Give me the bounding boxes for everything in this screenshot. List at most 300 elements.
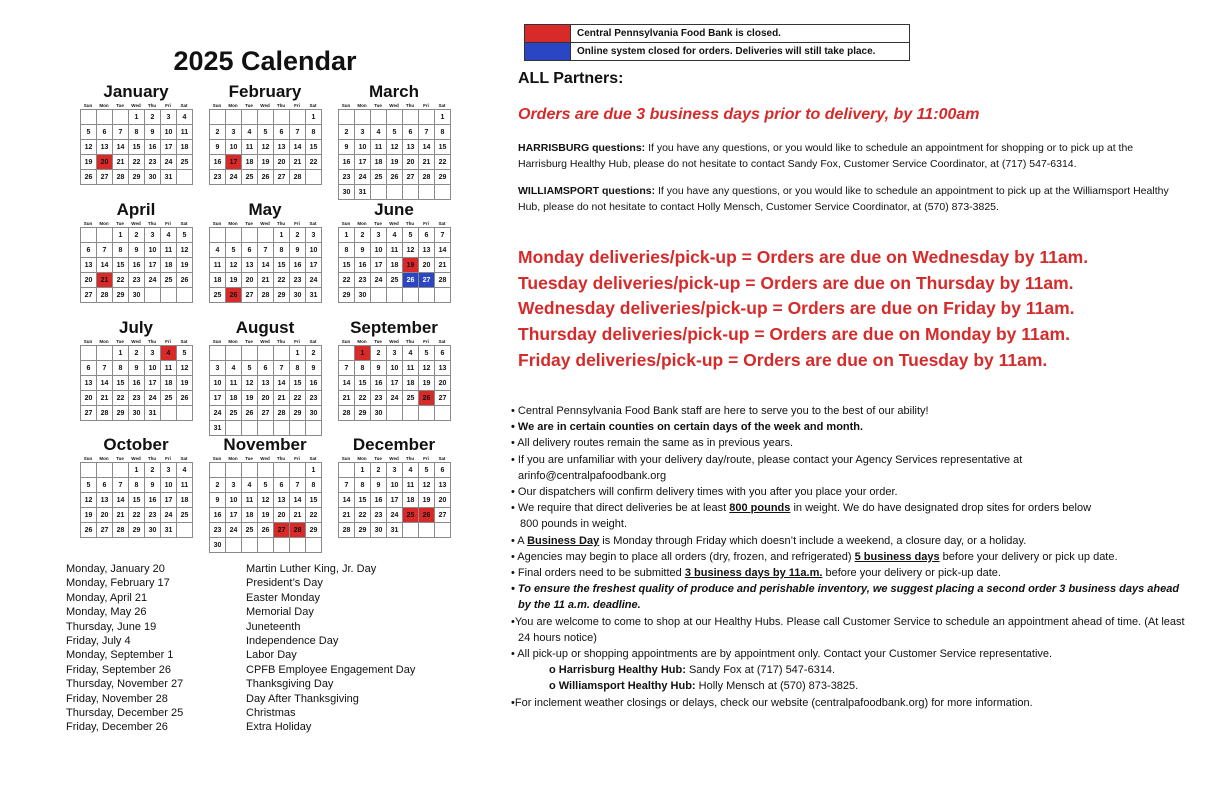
day-cell: 17 — [161, 140, 177, 155]
empty-cell — [226, 421, 242, 436]
day-cell: 20 — [419, 258, 435, 273]
empty-cell — [226, 228, 242, 243]
holiday-name: Independence Day — [246, 634, 339, 647]
empty-cell — [339, 346, 355, 361]
empty-cell — [387, 110, 403, 125]
month-april — [80, 200, 192, 303]
schedule-friday: Friday deliveries/pick-up = Orders are due on Tuesday by 11am. — [518, 349, 1048, 370]
day-cell: 25 — [177, 155, 193, 170]
weekday-label: Fri — [423, 221, 429, 226]
holiday-date: Friday, December 26 — [66, 721, 168, 734]
empty-cell — [226, 346, 242, 361]
empty-cell — [242, 538, 258, 553]
day-cell: 27 — [274, 523, 290, 538]
day-cell: 13 — [97, 493, 113, 508]
day-cell: 2 — [210, 478, 226, 493]
empty-cell — [290, 463, 306, 478]
bullet-fo-b: before your delivery or pick-up date. — [822, 567, 1001, 580]
weekday-label: Wed — [389, 339, 399, 344]
day-cell: 25 — [161, 273, 177, 288]
weekday-header — [80, 220, 192, 227]
day-cell: 24 — [387, 508, 403, 523]
day-cell: 1 — [306, 463, 322, 478]
month-grid — [80, 109, 193, 185]
weekday-label: Fri — [165, 221, 171, 226]
day-cell: 14 — [97, 376, 113, 391]
day-cell: 4 — [161, 228, 177, 243]
holiday-name: Day After Thanksgiving — [246, 692, 359, 705]
day-cell: 28 — [274, 406, 290, 421]
day-cell: 12 — [419, 361, 435, 376]
empty-cell — [419, 110, 435, 125]
bullet-list — [511, 403, 1191, 711]
day-cell: 7 — [97, 243, 113, 258]
day-cell: 30 — [371, 406, 387, 421]
weekday-label: Mon — [228, 339, 238, 344]
weekday-header — [80, 102, 192, 109]
day-cell: 28 — [290, 170, 306, 185]
day-cell: 31 — [387, 523, 403, 538]
holiday-date: Monday, September 1 — [66, 649, 174, 662]
day-cell: 16 — [371, 493, 387, 508]
weekday-label: Mon — [99, 339, 109, 344]
day-cell: 6 — [81, 361, 97, 376]
day-cell: 28 — [419, 170, 435, 185]
day-cell: 13 — [435, 478, 451, 493]
day-cell: 5 — [242, 361, 258, 376]
empty-cell — [226, 538, 242, 553]
day-cell: 10 — [145, 243, 161, 258]
holiday-name: Martin Luther King, Jr. Day — [246, 563, 377, 575]
weekday-label: Sun — [341, 103, 351, 108]
weekday-header — [209, 102, 321, 109]
day-cell: 1 — [129, 110, 145, 125]
month-name: October — [103, 435, 169, 454]
day-cell: 20 — [403, 155, 419, 170]
holiday-date: Friday, July 4 — [66, 634, 131, 647]
day-cell: 2 — [290, 228, 306, 243]
weekday-label: Tue — [116, 221, 124, 226]
empty-cell — [403, 406, 419, 421]
day-cell: 20 — [81, 391, 97, 406]
bullet-weight-c: 800 pounds in weight. — [520, 518, 628, 531]
day-cell: 25 — [387, 273, 403, 288]
day-cell: 23 — [306, 391, 322, 406]
weekday-label: Tue — [374, 221, 382, 226]
day-cell: 26 — [387, 170, 403, 185]
holiday-name: Easter Monday — [246, 591, 320, 604]
day-cell: 3 — [210, 361, 226, 376]
day-cell: 6 — [419, 228, 435, 243]
day-cell: 19 — [226, 273, 242, 288]
bullet-final-orders — [511, 565, 1191, 581]
weekday-label: Sun — [212, 103, 222, 108]
sub-williamsport-text: Holly Mensch at (570) 873-3825. — [695, 680, 859, 693]
day-cell: 25 — [177, 508, 193, 523]
empty-cell — [306, 421, 322, 436]
empty-cell — [339, 110, 355, 125]
bullet-email: arinfo@centralpafoodbank.org — [518, 469, 667, 482]
day-cell: 23 — [355, 273, 371, 288]
day-cell: 19 — [419, 376, 435, 391]
day-cell: 27 — [403, 170, 419, 185]
day-cell: 8 — [113, 243, 129, 258]
day-cell: 21 — [274, 391, 290, 406]
empty-cell — [242, 421, 258, 436]
bullet-po-b: before your delivery or pick up date. — [939, 550, 1118, 563]
day-cell: 8 — [435, 125, 451, 140]
day-cell: 9 — [129, 243, 145, 258]
empty-cell — [435, 523, 451, 538]
empty-cell — [81, 228, 97, 243]
month-november — [209, 435, 321, 553]
day-cell: 30 — [145, 523, 161, 538]
month-name: February — [228, 82, 302, 101]
day-cell: 8 — [129, 125, 145, 140]
day-cell: 1 — [113, 228, 129, 243]
day-cell: 7 — [97, 361, 113, 376]
day-cell: 25 — [371, 170, 387, 185]
day-cell: 18 — [210, 273, 226, 288]
weekday-label: Sun — [212, 221, 222, 226]
empty-cell — [306, 538, 322, 553]
day-cell: 8 — [339, 243, 355, 258]
day-cell: 6 — [403, 125, 419, 140]
weekday-label: Tue — [116, 339, 124, 344]
day-cell: 27 — [419, 273, 435, 288]
day-cell: 9 — [306, 361, 322, 376]
day-cell: 11 — [161, 243, 177, 258]
day-cell: 5 — [387, 125, 403, 140]
day-cell: 30 — [210, 538, 226, 553]
day-cell: 14 — [339, 493, 355, 508]
schedule-thursday: Thursday deliveries/pick-up = Orders are due on Monday by 11am. — [518, 324, 1070, 345]
weekday-header — [209, 338, 321, 345]
day-cell: 18 — [403, 493, 419, 508]
weekday-label: Thu — [147, 103, 157, 108]
day-cell: 11 — [371, 140, 387, 155]
delivery-schedule — [518, 245, 1088, 373]
day-cell: 27 — [81, 406, 97, 421]
weekday-label: Fri — [423, 339, 429, 344]
day-cell: 8 — [274, 243, 290, 258]
day-cell: 9 — [210, 493, 226, 508]
empty-cell — [242, 346, 258, 361]
day-cell: 13 — [81, 258, 97, 273]
month-grid — [209, 109, 322, 185]
bullet-weight-u: 800 pounds — [729, 502, 791, 515]
day-cell: 15 — [113, 258, 129, 273]
empty-cell — [81, 463, 97, 478]
weekday-header — [80, 338, 192, 345]
day-cell: 27 — [97, 523, 113, 538]
holiday-name: Labor Day — [246, 649, 297, 662]
empty-cell — [226, 110, 242, 125]
day-cell: 10 — [210, 376, 226, 391]
weekday-label: Thu — [405, 456, 415, 461]
williamsport-paragraph — [518, 183, 1183, 215]
weekday-label: Fri — [294, 103, 300, 108]
weekday-label: Sun — [212, 456, 222, 461]
empty-cell — [97, 463, 113, 478]
day-cell: 26 — [177, 391, 193, 406]
day-cell: 31 — [161, 170, 177, 185]
day-cell: 14 — [290, 493, 306, 508]
day-cell: 17 — [226, 508, 242, 523]
day-cell: 26 — [403, 273, 419, 288]
day-cell: 17 — [355, 155, 371, 170]
month-name: May — [248, 200, 282, 219]
day-cell: 22 — [274, 273, 290, 288]
weekday-label: Sun — [212, 339, 222, 344]
day-cell: 12 — [403, 243, 419, 258]
day-cell: 12 — [177, 243, 193, 258]
day-cell: 17 — [387, 493, 403, 508]
day-cell: 4 — [387, 228, 403, 243]
day-cell: 9 — [355, 243, 371, 258]
empty-cell — [403, 110, 419, 125]
day-cell: 2 — [339, 125, 355, 140]
day-cell: 3 — [355, 125, 371, 140]
weekday-label: Thu — [276, 456, 286, 461]
empty-cell — [355, 110, 371, 125]
day-cell: 1 — [129, 463, 145, 478]
weekday-label: Tue — [374, 103, 382, 108]
day-cell: 26 — [242, 406, 258, 421]
day-cell: 28 — [258, 288, 274, 303]
weekday-label: Sat — [180, 221, 188, 226]
day-cell: 31 — [145, 406, 161, 421]
day-cell: 9 — [371, 478, 387, 493]
empty-cell — [210, 463, 226, 478]
day-cell: 26 — [258, 523, 274, 538]
bullet-fo-a: • Final orders need to be submitted — [511, 567, 685, 580]
day-cell: 11 — [210, 258, 226, 273]
weekday-label: Thu — [405, 339, 415, 344]
holiday-date: Friday, November 28 — [66, 692, 168, 705]
holiday-name: Extra Holiday — [246, 721, 312, 734]
day-cell: 14 — [290, 140, 306, 155]
day-cell: 29 — [290, 406, 306, 421]
holiday-name: CPFB Employee Engagement Day — [246, 663, 416, 676]
weekday-label: Fri — [165, 339, 171, 344]
day-cell: 7 — [113, 125, 129, 140]
day-cell: 22 — [129, 508, 145, 523]
day-cell: 22 — [355, 391, 371, 406]
day-cell: 2 — [129, 228, 145, 243]
weekday-label: Fri — [294, 456, 300, 461]
day-cell: 22 — [435, 155, 451, 170]
day-cell: 4 — [161, 346, 177, 361]
month-name: April — [116, 200, 156, 219]
day-cell: 13 — [274, 493, 290, 508]
weekday-label: Wed — [260, 456, 270, 461]
day-cell: 30 — [339, 185, 355, 200]
day-cell: 21 — [290, 155, 306, 170]
day-cell: 19 — [258, 155, 274, 170]
day-cell: 10 — [355, 140, 371, 155]
legend-closed-text: Central Pennsylvania Food Bank is closed. — [571, 25, 910, 43]
day-cell: 28 — [113, 523, 129, 538]
weekday-label: Mon — [357, 221, 367, 226]
weekday-label: Tue — [245, 103, 253, 108]
weekday-label: Sat — [180, 456, 188, 461]
day-cell: 29 — [113, 288, 129, 303]
weekday-header — [338, 455, 450, 462]
day-cell: 1 — [113, 346, 129, 361]
empty-cell — [177, 170, 193, 185]
weekday-label: Mon — [228, 221, 238, 226]
day-cell: 19 — [177, 258, 193, 273]
day-cell: 20 — [97, 155, 113, 170]
day-cell: 15 — [129, 493, 145, 508]
day-cell: 26 — [258, 170, 274, 185]
day-cell: 24 — [371, 273, 387, 288]
day-cell: 26 — [226, 288, 242, 303]
day-cell: 18 — [242, 155, 258, 170]
day-cell: 9 — [145, 478, 161, 493]
bullet-weight — [511, 500, 1191, 516]
harrisburg-label: HARRISBURG questions: — [518, 142, 646, 154]
day-cell: 3 — [387, 346, 403, 361]
month-february — [209, 82, 321, 185]
empty-cell — [274, 346, 290, 361]
day-cell: 2 — [210, 125, 226, 140]
holiday-date: Monday, February 17 — [66, 577, 170, 590]
day-cell: 24 — [145, 273, 161, 288]
day-cell: 31 — [161, 523, 177, 538]
day-cell: 6 — [97, 125, 113, 140]
day-cell: 18 — [242, 508, 258, 523]
day-cell: 5 — [258, 478, 274, 493]
day-cell: 10 — [161, 478, 177, 493]
day-cell: 3 — [371, 228, 387, 243]
day-cell: 16 — [129, 258, 145, 273]
day-cell: 7 — [339, 478, 355, 493]
month-october — [80, 435, 192, 538]
day-cell: 22 — [129, 155, 145, 170]
day-cell: 5 — [226, 243, 242, 258]
weekday-label: Thu — [405, 221, 415, 226]
day-cell: 10 — [226, 140, 242, 155]
sub-williamsport — [511, 678, 1191, 694]
day-cell: 29 — [435, 170, 451, 185]
bullet-po-u: 5 business days — [854, 550, 940, 563]
day-cell: 14 — [113, 493, 129, 508]
day-cell: 12 — [258, 140, 274, 155]
day-cell: 19 — [387, 155, 403, 170]
empty-cell — [81, 110, 97, 125]
day-cell: 7 — [258, 243, 274, 258]
weekday-label: Sun — [83, 456, 93, 461]
day-cell: 21 — [339, 391, 355, 406]
bullet-staff: • Central Pennsylvania Food Bank staff are here to serve you to the best of our ability! — [511, 405, 929, 417]
day-cell: 31 — [210, 421, 226, 436]
holiday-names — [246, 562, 415, 735]
weekday-label: Mon — [99, 221, 109, 226]
day-cell: 17 — [226, 155, 242, 170]
day-cell: 26 — [177, 273, 193, 288]
weekday-label: Mon — [228, 456, 238, 461]
day-cell: 22 — [290, 391, 306, 406]
day-cell: 2 — [355, 228, 371, 243]
day-cell: 16 — [371, 376, 387, 391]
month-name: June — [374, 200, 414, 219]
day-cell: 19 — [419, 493, 435, 508]
weekday-label: Fri — [294, 221, 300, 226]
empty-cell — [435, 288, 451, 303]
empty-cell — [97, 110, 113, 125]
day-cell: 4 — [210, 243, 226, 258]
bullet-unfamiliar: • If you are unfamiliar with your delivery day/route, please contact your Agency Services representative at — [511, 453, 1023, 466]
day-cell: 11 — [242, 493, 258, 508]
day-cell: 7 — [290, 478, 306, 493]
bullet-bd-u: Business Day — [527, 534, 600, 547]
day-cell: 12 — [226, 258, 242, 273]
day-cell: 23 — [129, 273, 145, 288]
holiday-name: Christmas — [246, 706, 296, 719]
sub-williamsport-label: o Williamsport Healthy Hub: — [549, 680, 696, 693]
day-cell: 15 — [355, 376, 371, 391]
empty-cell — [371, 288, 387, 303]
day-cell: 5 — [419, 463, 435, 478]
month-grid — [209, 345, 322, 436]
day-cell: 23 — [290, 273, 306, 288]
weekday-header — [338, 102, 450, 109]
day-cell: 1 — [274, 228, 290, 243]
bullet-freshest: • To ensure the freshest quality of produce and perishable inventory, we suggest placing a second order 3 business days ahead by the 11 a.m. deadline. — [511, 583, 1180, 612]
day-cell: 29 — [113, 406, 129, 421]
weekday-label: Wed — [131, 221, 141, 226]
empty-cell — [419, 406, 435, 421]
month-august — [209, 318, 321, 436]
day-cell: 16 — [145, 493, 161, 508]
weekday-label: Sun — [83, 221, 93, 226]
day-cell: 9 — [129, 361, 145, 376]
day-cell: 21 — [419, 155, 435, 170]
empty-cell — [177, 288, 193, 303]
day-cell: 21 — [113, 508, 129, 523]
day-cell: 8 — [129, 478, 145, 493]
day-cell: 21 — [290, 508, 306, 523]
empty-cell — [419, 288, 435, 303]
day-cell: 6 — [258, 361, 274, 376]
harrisburg-paragraph — [518, 140, 1183, 172]
day-cell: 13 — [258, 376, 274, 391]
day-cell: 3 — [161, 463, 177, 478]
weekday-label: Sat — [438, 221, 446, 226]
day-cell: 30 — [290, 288, 306, 303]
empty-cell — [371, 110, 387, 125]
day-cell: 14 — [258, 258, 274, 273]
holiday-name: Memorial Day — [246, 606, 314, 619]
bullet-business-day — [511, 533, 1191, 549]
day-cell: 21 — [435, 258, 451, 273]
weekday-label: Sat — [309, 103, 317, 108]
weekday-label: Wed — [131, 339, 141, 344]
day-cell: 23 — [129, 391, 145, 406]
day-cell: 10 — [161, 125, 177, 140]
weekday-label: Thu — [276, 221, 286, 226]
day-cell: 19 — [81, 155, 97, 170]
empty-cell — [242, 228, 258, 243]
weekday-label: Tue — [116, 103, 124, 108]
day-cell: 5 — [258, 125, 274, 140]
day-cell: 11 — [161, 361, 177, 376]
day-cell: 16 — [210, 508, 226, 523]
schedule-wednesday: Wednesday deliveries/pick-up = Orders are due on Friday by 11am. — [518, 298, 1075, 319]
day-cell: 21 — [97, 391, 113, 406]
